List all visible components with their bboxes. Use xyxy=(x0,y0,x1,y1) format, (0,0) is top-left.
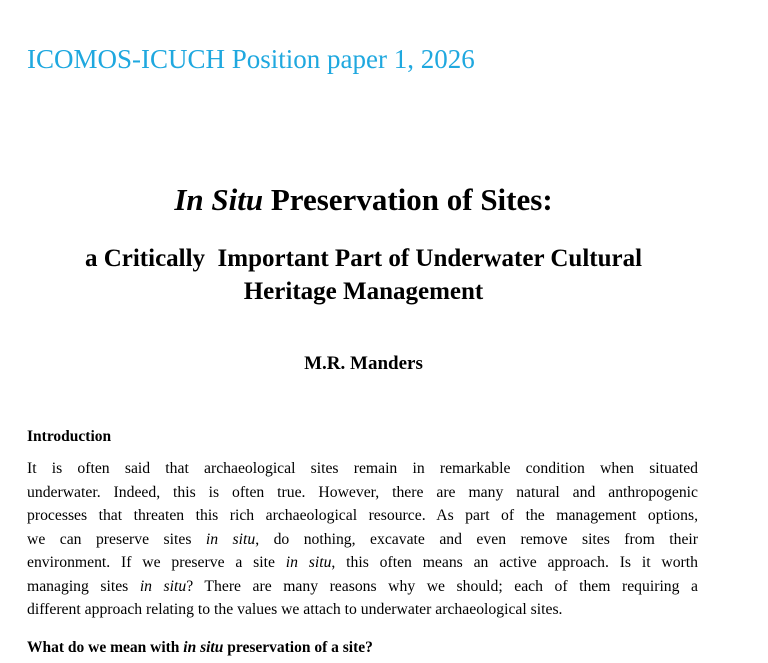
paragraph-text: ? There are many reasons why we should; each of them requiring a xyxy=(186,577,698,595)
page-subtitle xyxy=(0,242,727,308)
paragraph-line xyxy=(27,528,698,552)
paragraph-text: environment. If we preserve a site xyxy=(27,554,286,571)
paragraph-line xyxy=(27,598,698,622)
paragraph-text: , this often means an active approach. Is it worth xyxy=(331,554,698,571)
heading-italic-text: in situ xyxy=(183,639,224,656)
heading-text: preservation of a site? xyxy=(223,639,373,656)
subtitle-line-2: Heritage Management xyxy=(243,278,484,305)
paragraph-line xyxy=(27,481,698,505)
paragraph-line xyxy=(27,575,698,599)
paragraph-text: It is often said that archaeological sites remain in remarkable condition when situated xyxy=(27,460,698,477)
paragraph-text: underwater. Indeed, this is often true. However, there are many natural and anthropogenic xyxy=(27,483,698,501)
paragraph-italic-text: in situ xyxy=(205,530,256,548)
page-title xyxy=(0,180,727,220)
paragraph-text: processes that threaten this rich archaeological resource. As part of the management options, xyxy=(27,507,698,524)
subtitle-line-1: a Critically Important Part of Underwater Cultural xyxy=(84,245,643,272)
paragraph-line xyxy=(27,457,698,481)
paragraph-line xyxy=(27,504,698,528)
introduction-heading: Introduction xyxy=(27,428,112,445)
author-name: M.R. Manders xyxy=(304,353,423,374)
paragraph-text: different approach relating to the values we attach to underwater archaeological sites. xyxy=(27,601,563,618)
paragraph-text: we can preserve sites xyxy=(27,530,206,548)
paragraph-text: , do nothing, excavate and even remove sites from their xyxy=(255,530,698,548)
paragraph-line xyxy=(27,551,698,575)
title-rest: Preservation of Sites: xyxy=(263,182,553,217)
introduction-paragraph xyxy=(27,457,698,622)
paragraph-italic-text: in situ xyxy=(139,577,187,595)
title-italic-part: In Situ xyxy=(174,182,264,217)
paragraph-text: managing sites xyxy=(27,577,140,595)
paragraph-italic-text: in situ xyxy=(285,554,332,571)
heading-text: What do we mean with xyxy=(27,639,184,656)
what-do-we-mean-heading xyxy=(27,638,373,658)
position-paper-header: ICOMOS-ICUCH Position paper 1, 2026 xyxy=(27,44,475,74)
